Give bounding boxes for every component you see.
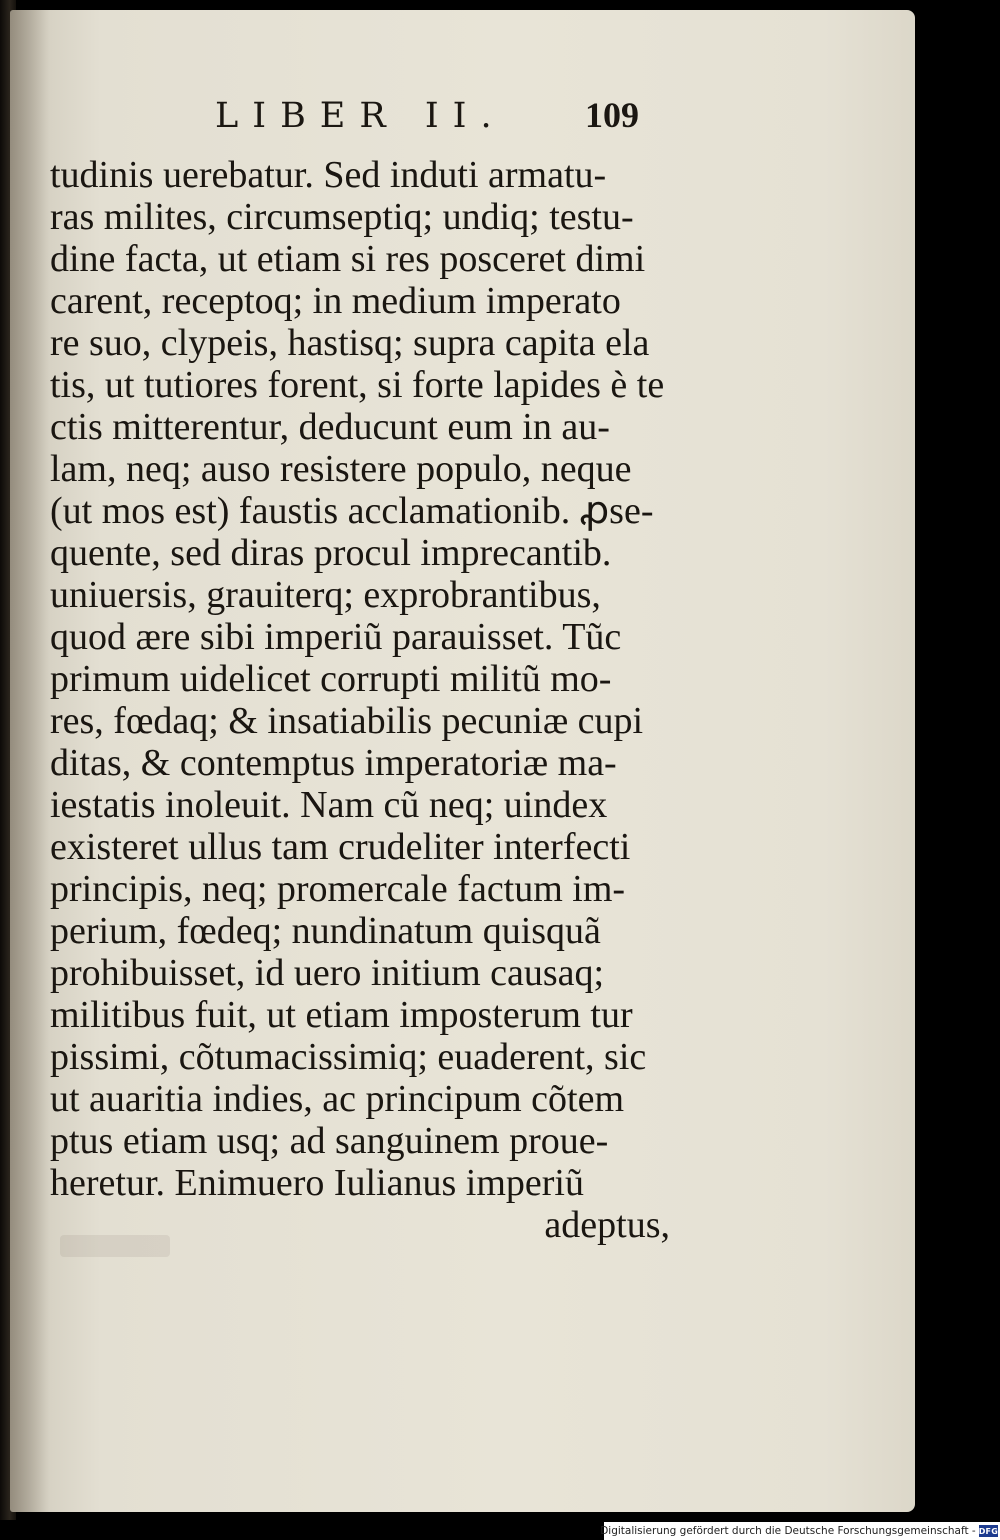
- text-line: carent, receptoq; in medium imperato: [50, 280, 621, 322]
- text-line: perium, fœdeq; nundinatum quisquã: [50, 910, 601, 952]
- text-line: militibus fuit, ut etiam imposterum tur: [50, 994, 633, 1036]
- text-line: primum uidelicet corrupti militũ mo-: [50, 658, 612, 700]
- text-line: heretur. Enimuero Iulianus imperiũ: [50, 1162, 584, 1204]
- dfg-logo: DFG: [978, 1526, 998, 1536]
- text-line: res, fœdaq; & insatiabilis pecuniæ cupi: [50, 700, 644, 742]
- running-head: LIBER II.: [215, 96, 506, 136]
- text-line: dine facta, ut etiam si res posceret dimi: [50, 238, 646, 280]
- text-line: (ut mos est) faustis acclamationib. ꝓse-: [50, 490, 654, 532]
- text-line: ctis mitterentur, deducunt eum in au-: [50, 406, 610, 448]
- text-line: quod ære sibi imperiũ parauisset. Tũc: [50, 616, 622, 658]
- page-gutter-shadow: [10, 10, 50, 1512]
- text-line: tis, ut tutiores forent, si forte lapides è te: [50, 364, 665, 406]
- digitization-credit: [600, 1522, 1000, 1540]
- catchword: adeptus,: [544, 1204, 670, 1246]
- text-line: prohibuisset, id uero initium causaq;: [50, 952, 605, 994]
- text-line: ras milites, circumseptiq; undiq; testu-: [50, 196, 634, 238]
- text-line: principis, neq; promercale factum im-: [50, 868, 626, 910]
- text-line: uniuersis, grauiterq; exprobrantibus,: [50, 574, 601, 616]
- text-line: ditas, & contemptus imperatoriæ ma-: [50, 742, 617, 784]
- text-line: iestatis inoleuit. Nam cũ neq; uindex: [50, 784, 608, 826]
- text-line: ut auaritia indies, ac principum cõtem: [50, 1078, 625, 1120]
- text-line: quente, sed diras procul imprecantib.: [50, 532, 612, 574]
- credit-text: Digitalisierung gefördert durch die Deutsche Forschungsgemeinschaft -: [600, 1525, 976, 1537]
- main-text-block: [50, 154, 675, 1246]
- text-line: ptus etiam usq; ad sanguinem proue-: [50, 1120, 609, 1162]
- text-line: lam, neq; auso resistere populo, neque: [50, 448, 632, 490]
- text-line: pissimi, cõtumacissimiq; euaderent, sic: [50, 1036, 647, 1078]
- text-line: existeret ullus tam crudeliter interfecti: [50, 826, 631, 868]
- text-line: tudinis uerebatur. Sed induti armatu-: [50, 154, 607, 196]
- show-through-mark: [60, 1235, 170, 1257]
- page-number: 109: [585, 95, 639, 135]
- text-line: re suo, clypeis, hastisq; supra capita ela: [50, 322, 650, 364]
